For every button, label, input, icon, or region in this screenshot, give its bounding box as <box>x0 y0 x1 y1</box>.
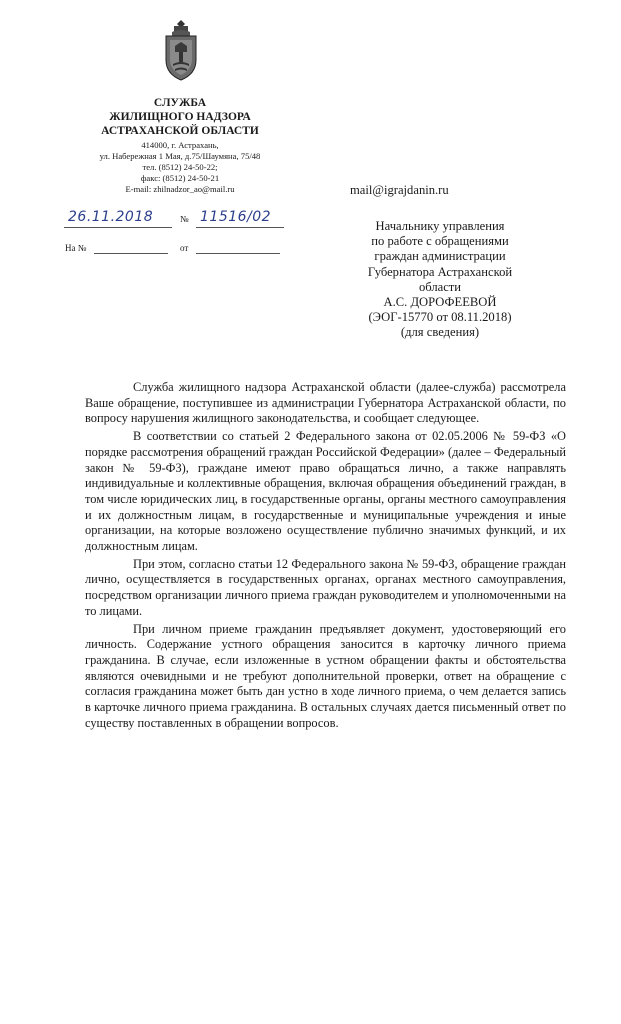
body-paragraph: В соответствии со статьей 2 Федерального закона от 02.05.2006 № 59-ФЗ «О порядке рассмотрения обращений граждан Российской Федерации» (далее – Федеральный закон № 59-ФЗ), граждане имеют право обращаться лично, а также направлять индивидуальные и коллективные обращения, включая обращения объединений граждан, в том числе юридических лиц, в государственные органы, органы местного самоуправления и их должностным лицам, в государственные и муниципальные учреждения и иные организации, на которые возложено осуществление публично значимых функций, и их должностным лицам. <box>85 429 566 554</box>
org-name <box>80 96 280 138</box>
recipient-line: А.С. ДОРОФЕЕВОЙ <box>383 295 497 310</box>
reference-from-label: от <box>180 243 189 253</box>
recipient-line: (для сведения) <box>400 325 480 340</box>
recipient-line: Губернатора Астраханской <box>367 264 513 279</box>
recipient-line: области <box>418 279 462 294</box>
registration-number: 11516/02 <box>200 209 272 225</box>
reference-label: На № <box>65 243 87 253</box>
letter-body <box>85 380 566 731</box>
reference-date-line <box>196 243 280 254</box>
body-paragraph: При этом, согласно статьи 12 Федерального закона № 59-ФЗ, обращение граждан лично, осуществляется в государственных органах, органах местного самоуправления, посредством организации личного приема граждан руководителем и уполномоченными на то лицами. <box>85 556 566 618</box>
recipient-line: граждан администрации <box>374 249 506 264</box>
address-line: E-mail: zhilnadzor_ao@mail.ru <box>125 184 235 194</box>
email-address: mail@igrajdanin.ru <box>350 183 449 197</box>
registration-number-label: № <box>180 214 189 224</box>
registration-date-field <box>64 209 172 228</box>
recipient-line: по работе с обращениями <box>371 234 509 249</box>
address-line: ул. Набережная 1 Мая, д.75/Шаумяна, 75/48 <box>99 151 261 161</box>
org-name-line: СЛУЖБА <box>153 97 207 109</box>
body-paragraph: При личном приеме гражданин предъявляет документ, удостоверяющий его личность. Содержание устного обращения заносится в карточку личного приема гражданина. В случае, если изложенные в устном обращении факты и обстоятельства являются очевидными и не требуют дополнительной проверки, ответ на обращение с согласия гражданина может быть дан устно в ходе личного приема, о чем делается запись в карточке личного приема гражданина. В остальных случаях дается письменный ответ по существу поставленных в обращении вопросов. <box>85 621 566 730</box>
body-paragraph: Служба жилищного надзора Астраханской области (далее-служба) рассмотрела Ваше обращение, поступившее из администрации Губернатора Астраханской области, по вопросу нарушения жилищного законодательства, и сообщает следующее. <box>85 380 566 426</box>
recipient-block <box>330 219 550 341</box>
org-name-line: АСТРАХАНСКОЙ ОБЛАСТИ <box>101 125 259 137</box>
address-line: тел. (8512) 24-50-22; <box>142 162 218 172</box>
recipient-line: Начальнику управления <box>375 219 505 233</box>
recipient-line: (ЭОГ-15770 от 08.11.2018) <box>368 310 512 325</box>
registration-number-field <box>196 209 284 228</box>
address-line: факс: (8512) 24-50-21 <box>140 173 220 183</box>
reference-number-line <box>94 243 168 254</box>
coat-of-arms-icon <box>162 20 200 82</box>
registration-date: 26.11.2018 <box>68 209 154 225</box>
address-line: 414000, г. Астрахань, <box>141 140 219 150</box>
org-name-line: ЖИЛИЩНОГО НАДЗОРА <box>109 111 251 123</box>
org-address <box>75 140 285 195</box>
